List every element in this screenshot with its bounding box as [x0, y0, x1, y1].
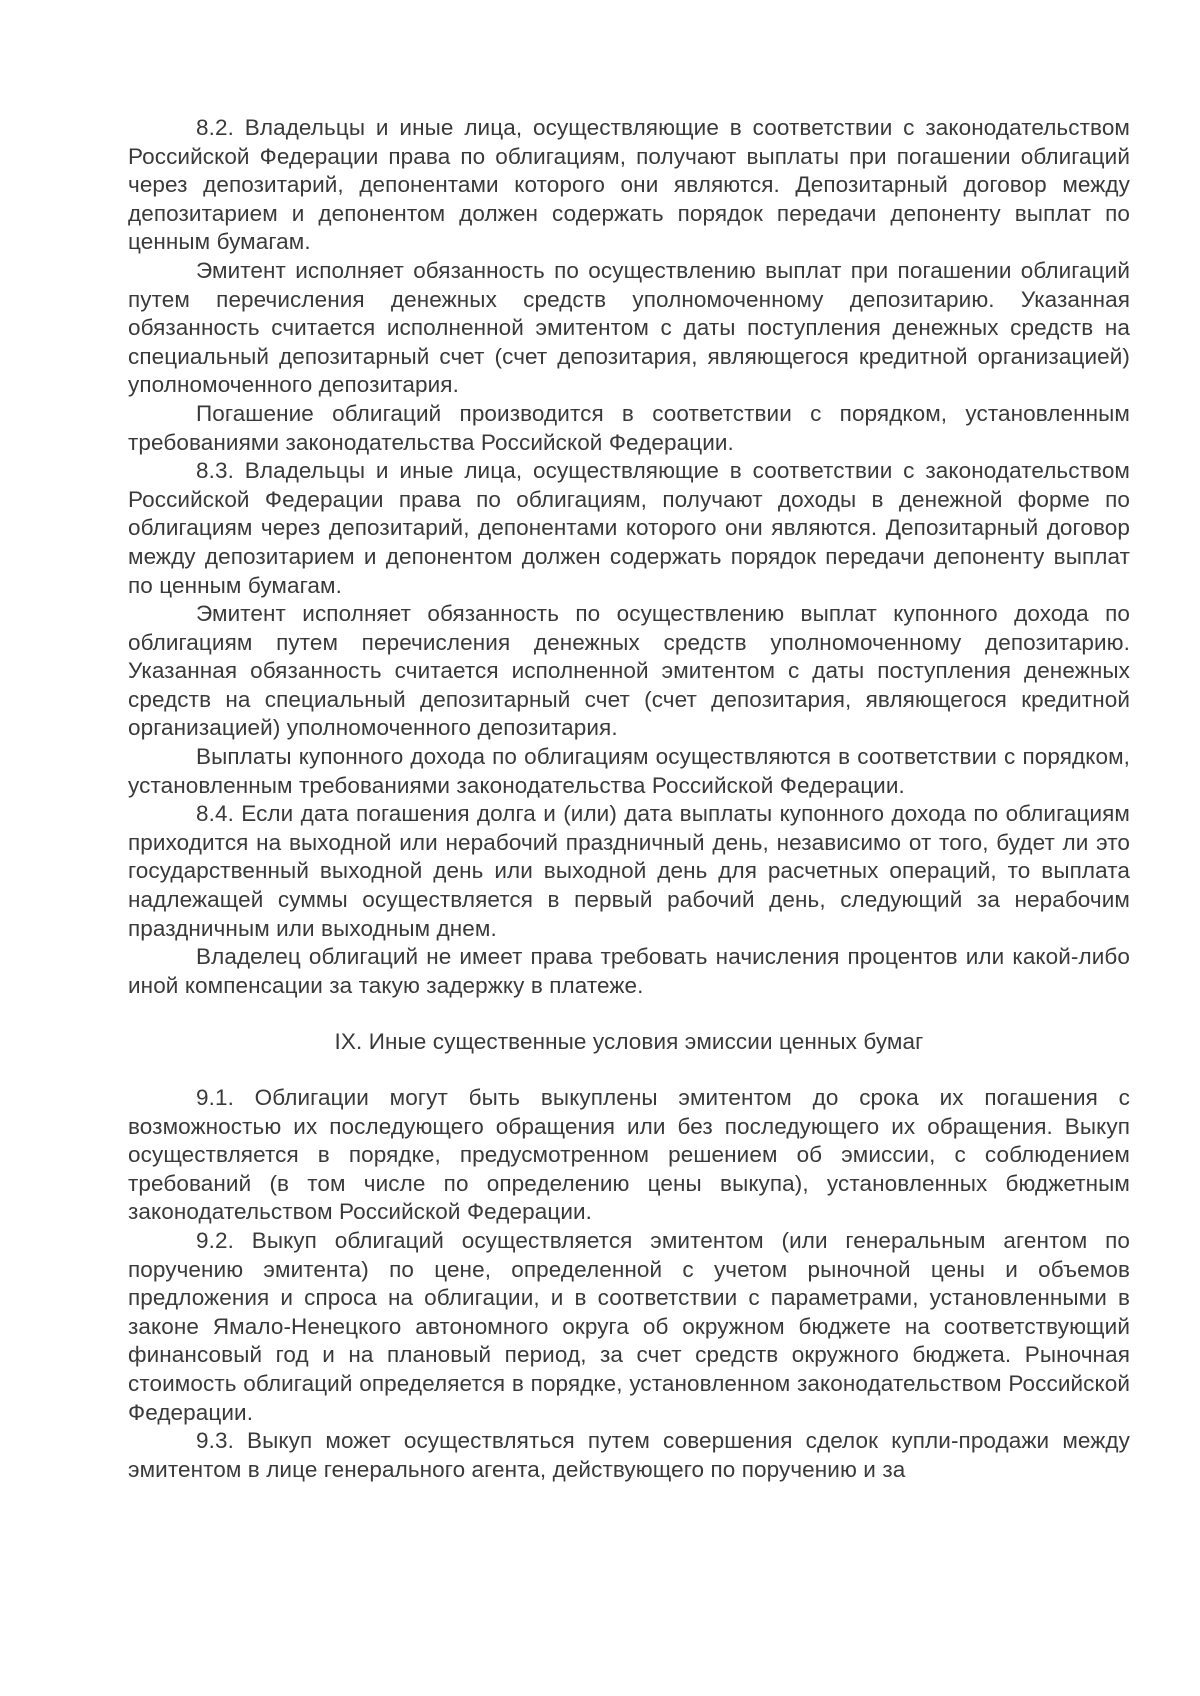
paragraph-9-3: 9.3. Выкуп может осуществляться путем совершения сделок купли-продажи между эмитентом в лице генерального агента, действующего по поручению и за — [128, 1428, 1130, 1482]
paragraph-redemption-order: Погашение облигаций производится в соответствии с порядком, установленным требованиями законодательства Российской Федерации. — [128, 400, 1130, 455]
document-page — [128, 114, 1130, 1484]
paragraph-9-1: 9.1. Облигации могут быть выкуплены эмитентом до срока их погашения с возможностью их последующего обращения или без последующего их обращения. Выкуп осуществляется в порядке, предусмотренном решением об эмиссии, с соблюдением требований (в том числе по определению цены выкупа), установленных бюджетным законодательством Российской Федерации. — [128, 1085, 1130, 1225]
paragraph-no-compensation: Владелец облигаций не имеет права требовать начисления процентов или какой-либо иной компенсации за такую задержку в платеже. — [128, 944, 1130, 998]
paragraph-8-3: 8.3. Владельцы и иные лица, осуществляющие в соответствии с законодательством Российской Федерации права по облигациям, получают доходы в денежной форме по облигациям через депозитарий, депонентами которого они являются. Депозитарный договор между депозитарием и депонентом должен содержать порядок передачи депоненту выплат по ценным бумагам. — [128, 458, 1130, 598]
paragraph-9-2: 9.2. Выкуп облигаций осуществляется эмитентом (или генеральным агентом по поручению эмитента) по цене, определенной с учетом рыночной цены и объемов предложения и спроса на облигации, и в соответствии с параметрами, установленными в законе Ямало-Ненецкого автономного округа об окружном бюджете на соответствующий финансовый год и на плановый период, за счет средств окружного бюджета. Рыночная стоимость облигаций определяется в порядке, установленном законодательством Российской Федерации. — [128, 1227, 1130, 1425]
paragraph-8-2: 8.2. Владельцы и иные лица, осуществляющие в соответствии с законодательством Российской Федерации права по облигациям, получают выплаты при погашении облигаций через депозитарий, депонентами которого они являются. Депозитарный договор между депозитарием и депонентом должен содержать порядок передачи депоненту выплат по ценным бумагам. — [128, 115, 1130, 255]
paragraph-coupon-obligation: Эмитент исполняет обязанность по осуществлению выплат купонного дохода по облигациям путем перечисления денежных средств уполномоченному депозитарию. Указанная обязанность считается исполненной эмитентом с даты поступления денежных средств на специальный депозитарный счет (счет депозитария, являющегося кредитной организацией) уполномоченного депозитария. — [128, 601, 1130, 741]
paragraph-coupon-order: Выплаты купонного дохода по облигациям осуществляются в соответствии с порядком, установленным требованиями законодательства Российской Федерации. — [128, 744, 1130, 798]
paragraph-redemption-obligation: Эмитент исполняет обязанность по осуществлению выплат при погашении облигаций путем перечисления денежных средств уполномоченному депозитарию. Указанная обязанность считается исполненной эмитентом с даты поступления денежных средств на специальный депозитарный счет (счет депозитария, являющегося кредитной организацией) уполномоченного депозитария. — [128, 257, 1130, 398]
section-heading: IX. Иные существенные условия эмиссии ценных бумаг — [334, 1029, 924, 1055]
paragraph-8-4: 8.4. Если дата погашения долга и (или) дата выплаты купонного дохода по облигациям приходится на выходной или нерабочий праздничный день, независимо от того, будет ли это государственный выходной день или выходной день для расчетных операций, то выплата надлежащей суммы осуществляется в первый рабочий день, следующий за нерабочим праздничным или выходным днем. — [128, 801, 1130, 941]
